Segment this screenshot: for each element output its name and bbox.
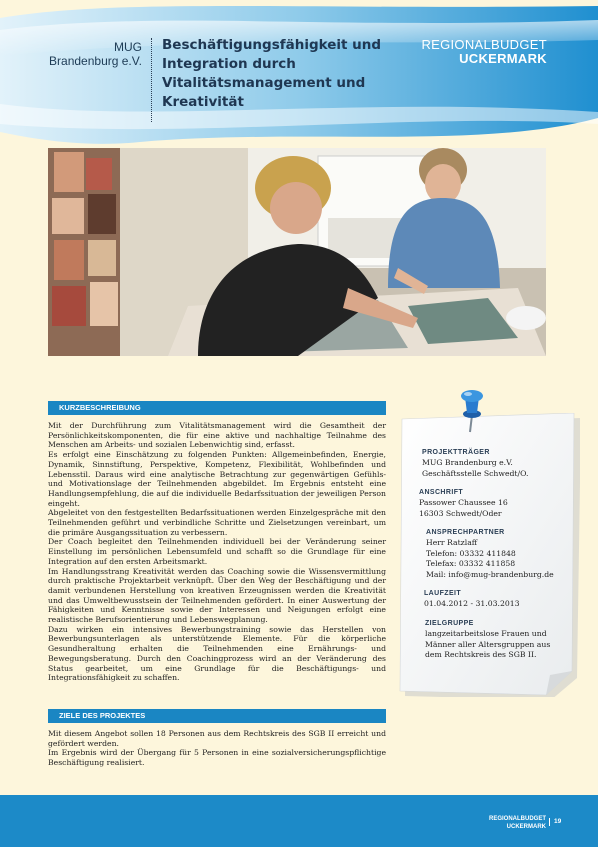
laufzeit-label: LAUFZEIT [424, 590, 462, 597]
paragraph: Es erfolgt eine Einschätzung zu folgenden Punkten: Allgemeinbefinden, Energie, Dynamik, Sinnstiftung, Perspektive, Kompetenz, Flexibilität, Wohlbefinden und Lebensstil. Daraus wird eine analytische Betrachtung zur gegenwärtigen Gefühls- und Motivationslage der Teilnehmenden abgebildet. Im Ergebnis entsteht eine Handlungsempfehlung, die auf die individuelle Bedarfssituation der jeweiligen Person eingeht. [48, 450, 386, 508]
ansprechpartner-label: ANSPRECHPARTNER [426, 529, 505, 536]
ansprechpartner-line: Herr Ratzlaff [426, 538, 478, 548]
rb-line-1: REGIONALBUDGET [421, 37, 547, 52]
zielgruppe-line: langzeitarbeitslose Frauen und [425, 629, 547, 639]
anschrift-line: 16303 Schwedt/Oder [419, 508, 502, 518]
projekttraeger-block [422, 448, 572, 479]
paragraph: Der Coach begleitet den Teilnehmenden individuell bei der Veränderung seiner Einstellung im persönlichen Lebensumfeld und schafft so die Grundlage für eine Integration auf den ersten Arbeitsmarkt. [48, 537, 386, 566]
footer-label [489, 816, 546, 831]
paragraph: Im Ergebnis wird der Übergang für 5 Personen in eine sozialversicherungspflichtige Beschäftigung realisiert. [48, 748, 386, 768]
zielgruppe-block [425, 619, 575, 661]
footer-line-2: UCKERMARK [506, 823, 546, 830]
page-number: 19 [549, 818, 561, 826]
paragraph: Mit der Durchführung zum Vitalitätsmanagement wird die Gesamtheit der Persönlichkeitskomponenten, die für eine aktive und nachhaltige Teilnahme des Menschen am Arbeits- und sozialen Lebenwichtig sind, erfasst. [48, 421, 386, 450]
organization-name [49, 40, 142, 68]
projekttraeger-line: MUG Brandenburg e.V. [422, 458, 513, 468]
ziele-text [48, 729, 386, 768]
zielgruppe-line: dem Rechtskreis des SGB II. [425, 650, 537, 660]
section-header-ziele: ZIELE DES PROJEKTES [48, 709, 386, 723]
zielgruppe-label: ZIELGRUPPE [425, 620, 474, 627]
project-photo [48, 148, 546, 356]
laufzeit-block [424, 589, 574, 610]
laufzeit-value: 01.04.2012 - 31.03.2013 [424, 599, 520, 609]
ansprechpartner-line: Telefax: 03332 411858 [426, 559, 516, 569]
ansprechpartner-line: Telefon: 03332 411848 [426, 548, 516, 558]
anschrift-label: ANSCHRIFT [419, 489, 464, 496]
anschrift-block [419, 488, 569, 519]
pushpin-icon [452, 385, 494, 435]
kurzbeschreibung-text [48, 421, 386, 683]
projekttraeger-line: Geschäftsstelle Schwedt/O. [422, 468, 529, 478]
projekttraeger-label: PROJEKTTRÄGER [422, 449, 490, 456]
header-divider [151, 38, 152, 122]
paragraph: Dazu wirken ein intensives Bewerbungstraining sowie das Herstellen von Bewerbungsunterlagen als unterstützende Elemente. Für die körperliche Gesundheraltung erhalten die Teilnehmenden eine Ernährungs- und Bewegungsberatung. Durch den Coachingprozess wird an der Veränderung des Status gearbeitet, um eine Grundlage für die Beschäftigungs- und Integrationsfähigkeit zu schaffen. [48, 624, 386, 683]
page-title: Beschäftigungsfähigkeit und Integration durch Vitalitätsmanagement und Kreativität [162, 37, 382, 110]
paragraph: Mit diesem Angebot sollen 18 Personen aus dem Rechtskreis des SGB II erreicht und gefördert werden. [48, 729, 386, 748]
ansprechpartner-line: Mail: info@mug-brandenburg.de [426, 569, 554, 579]
rb-line-2: UCKERMARK [459, 51, 547, 66]
zielgruppe-line: Männer aller Altersgruppen aus [425, 639, 551, 649]
section-header-kurzbeschreibung: KURZBESCHREIBUNG [48, 401, 386, 415]
ansprechpartner-block [426, 528, 576, 580]
paragraph: Abgeleitet von den festgestellten Bedarfssituationen werden Einzelgespräche mit den Teilnehmenden geführt und verbindliche Schritte und Zielsetzungen vereinbart, um die primäre Ausgangssituation zu verbessern. [48, 508, 386, 537]
anschrift-line: Passower Chaussee 16 [419, 498, 508, 508]
footer-line-1: REGIONALBUDGET [489, 816, 546, 822]
paragraph: Im Handlungsstrang Kreativität werden das Coaching sowie die Wissensvermittlung durch praktische Projektarbeit verknüpft. Über den Weg der Beschäftigung und der damit verbundenen Herstellung von kreativen Erzeugnissen werden die Kreativität und das Umweltbewusstsein der Teilnehmenden gefördert. In einer Auswertung der Fähigkeiten und Kenntnisse sowie der Interessen und Neigungen erfolgt eine realistische Berufsorientierung und Lebenswegplanung. [48, 566, 386, 625]
org-line-1: MUG [114, 40, 142, 54]
org-line-2: Brandenburg e.V. [49, 54, 142, 68]
header-banner [0, 0, 598, 150]
regionalbudget-label [421, 38, 547, 66]
